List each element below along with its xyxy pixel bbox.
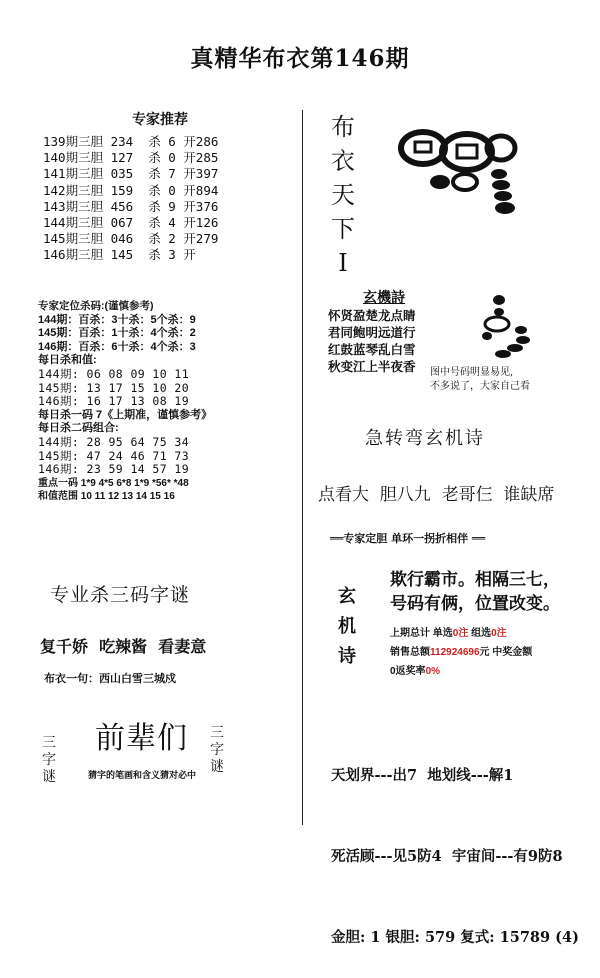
expert-strip: ══专家定胆 单环一拐折相伴 ══ xyxy=(330,532,486,545)
xuanji-char: 机 xyxy=(338,616,356,637)
sum-row: 144期: 06 08 09 10 11 xyxy=(38,366,190,381)
bottom-line: 死活顾---见5防4 宇宙间---有9防8 xyxy=(331,848,563,865)
xuanji-char: 诗 xyxy=(338,646,356,667)
kill-pos-row: 145期：百杀：1十杀：4个杀：2 xyxy=(38,327,196,340)
hint-row: 点看大 胆八九 老哥仨 谁缺席 xyxy=(318,485,555,505)
bottom-lines xyxy=(331,708,579,978)
kill-block xyxy=(38,300,212,504)
sum-row: 146期: 16 17 13 08 19 xyxy=(38,394,190,409)
sum-heading: 每日杀和值: xyxy=(38,354,97,367)
number-figure xyxy=(477,290,537,360)
stat-label: 元 中奖金额 xyxy=(479,647,533,658)
verse-line: 欺行霸市。相隔三七， xyxy=(390,570,560,590)
expert-row: 141期三胆 035 杀 7 开397 xyxy=(43,166,219,182)
coin-picture xyxy=(395,118,535,228)
buyi-char: 下 xyxy=(331,215,355,243)
riddle-big-word: 前辈们 xyxy=(95,721,188,756)
key-code-row: 重点一码 1*9 4*5 6*8 1*9 *56* *48 xyxy=(38,477,189,489)
riddle-label-left: 三字谜 xyxy=(42,735,56,785)
expert-row: 142期三胆 159 杀 0 开894 xyxy=(43,182,219,198)
poem-line: 君同鲍明远道行 xyxy=(328,325,416,340)
riddle-line: 布衣一句：西山白雪三城戍 xyxy=(44,672,176,685)
riddle-label-right: 三字谜 xyxy=(210,725,224,775)
buyi-char: 天 xyxy=(331,181,355,209)
expert-row: 143期三胆 456 杀 9 开376 xyxy=(43,198,219,214)
figure-note-line: 图中号码明显易见, xyxy=(430,367,514,378)
stat-row xyxy=(390,662,440,677)
riddle-words: 复千娇 吃辣酱 看妻意 xyxy=(40,637,207,656)
buyi-char: I xyxy=(338,249,348,277)
stat-label: 0返奖率 xyxy=(390,666,426,677)
kill-heading: 专家定位杀码:(谨慎参考) xyxy=(38,300,154,312)
poem-line: 红鼓蓝琴乱白雪 xyxy=(328,342,416,357)
one-code-heading: 每日杀一码 7《上期准，谨慎参考》 xyxy=(38,408,213,421)
expert-row: 139期三胆 234 杀 6 开286 xyxy=(43,134,219,149)
sum-row: 145期: 13 17 15 10 20 xyxy=(38,380,190,395)
page-title: 真精华布衣第146期 xyxy=(190,45,410,72)
stat-label: 组选 xyxy=(468,628,492,639)
column-divider xyxy=(302,110,303,825)
riddle-note: 猜字的笔画和含义猜对必中 xyxy=(88,771,197,781)
two-code-row: 145期: 47 24 46 71 73 xyxy=(38,448,190,463)
stat-value: 112924696 xyxy=(430,647,480,658)
poem-line: 秋变江上半夜香 xyxy=(328,359,416,374)
figure-note xyxy=(430,366,570,394)
buyi-vertical-title xyxy=(326,110,360,280)
poem-line: 怀贤盈楚龙点睛 xyxy=(328,308,416,323)
buyi-char: 布 xyxy=(331,113,355,141)
xuanji-vertical xyxy=(336,582,358,672)
expert-row: 145期三胆 046 杀 2 开279 xyxy=(43,231,219,247)
stat-value: 0% xyxy=(425,666,441,677)
stat-label: 上期总计 单选 xyxy=(390,628,453,639)
xuanji-char: 玄 xyxy=(338,586,356,607)
riddle-title: 专业杀三码字谜 xyxy=(50,584,191,606)
kill-pos-row: 146期：百杀：6十杀：4个杀：3 xyxy=(38,340,196,353)
sum-range-row: 和值范围 10 11 12 13 14 15 16 xyxy=(38,491,175,503)
stat-label: 销售总额 xyxy=(390,647,430,658)
poem-box xyxy=(328,287,440,375)
expert-row: 146期三胆 145 杀 3 开 xyxy=(43,247,196,263)
two-code-row: 146期: 23 59 14 57 19 xyxy=(38,462,190,477)
turn-title: 急转弯玄机诗 xyxy=(365,428,485,449)
poem-title: 玄機詩 xyxy=(363,290,405,306)
kill-pos-row: 144期：百杀：3十杀：5个杀：9 xyxy=(38,313,196,326)
bottom-line: 金胆: 1 银胆: 579 复式: 15789 (4) xyxy=(331,929,579,946)
stat-row xyxy=(390,624,507,639)
two-code-heading: 每日杀二码组合: xyxy=(38,422,119,435)
expert-row: 144期三胆 067 杀 4 开126 xyxy=(43,215,219,231)
verse xyxy=(390,568,560,616)
stat-value: 0注 xyxy=(452,628,469,639)
expert-heading: 专家推荐 xyxy=(132,112,188,128)
figure-note-line: 不多说了，大家自己看 xyxy=(430,381,530,392)
bottom-line: 天划界---出7 地划线---解1 xyxy=(331,767,514,784)
expert-row: 140期三胆 127 杀 0 开285 xyxy=(43,150,219,166)
stat-value: 0注 xyxy=(491,628,507,639)
two-code-row: 144期: 28 95 64 75 34 xyxy=(38,434,190,449)
buyi-char: 衣 xyxy=(331,147,355,175)
expert-list xyxy=(43,134,218,264)
verse-line: 号码有俩，位置改变。 xyxy=(390,594,560,614)
stat-row xyxy=(390,643,532,658)
